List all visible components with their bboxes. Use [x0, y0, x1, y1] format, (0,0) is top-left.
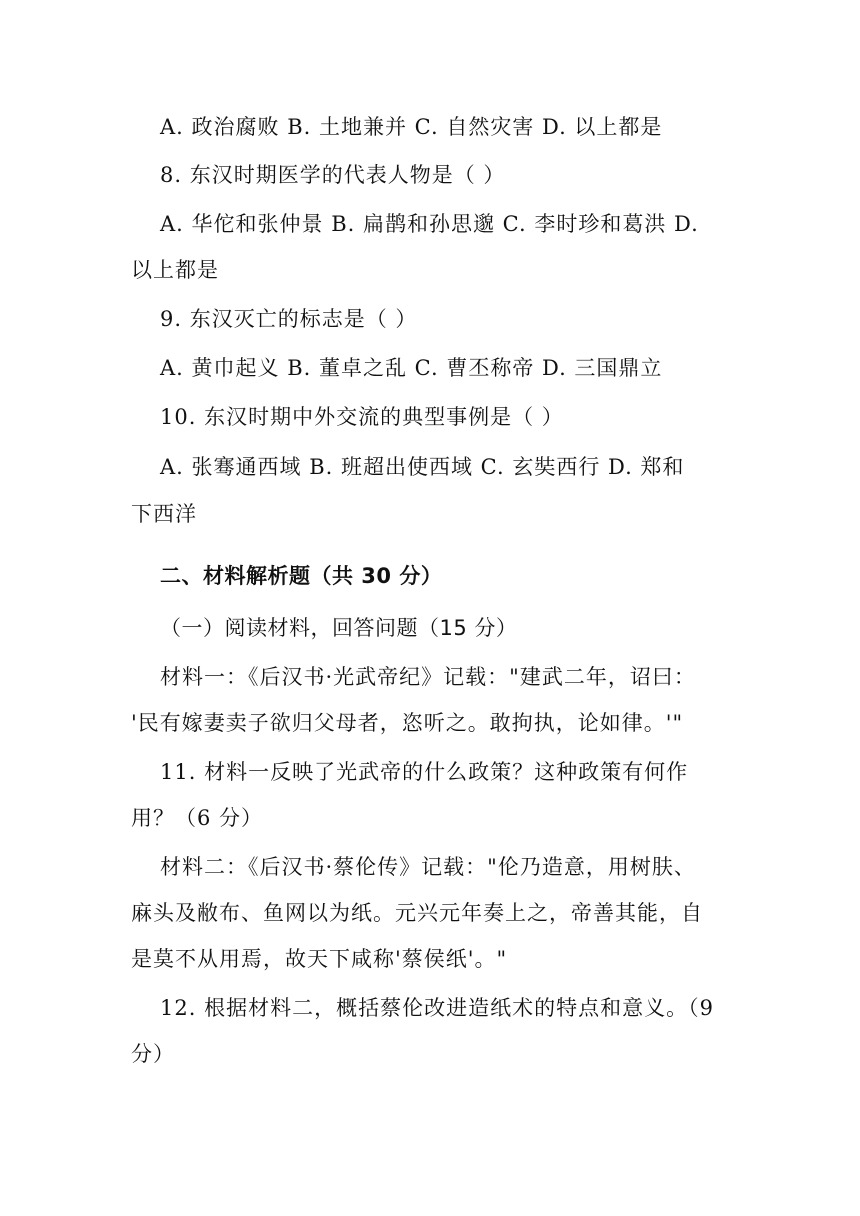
- section-heading: 二、材料解析题（共 30 分）: [160, 564, 443, 588]
- material2-line3: 是莫不从用焉，故天下咸称'蔡侯纸'。": [131, 947, 508, 971]
- q8-stem: 8. 东汉时期医学的代表人物是（ ）: [160, 163, 506, 187]
- q10-options-line2: 下西洋: [131, 502, 197, 526]
- q9-options: A. 黄巾起义 B. 董卓之乱 C. 曹丕称帝 D. 三国鼎立: [160, 356, 663, 380]
- q7-options: A. 政治腐败 B. 土地兼并 C. 自然灾害 D. 以上都是: [160, 115, 663, 139]
- q11-line1: 11. 材料一反映了光武帝的什么政策？这种政策有何作: [160, 760, 689, 784]
- q10-stem: 10. 东汉时期中外交流的典型事例是（ ）: [160, 405, 564, 429]
- q9-stem: 9. 东汉灭亡的标志是（ ）: [160, 307, 418, 331]
- q11-line2: 用？（6 分）: [131, 806, 264, 830]
- material1-line1: 材料一：《后汉书·光武帝纪》记载："建武二年，诏曰：: [160, 665, 696, 689]
- q12-line1: 12. 根据材料二，概括蔡伦改进造纸术的特点和意义。（9: [160, 996, 714, 1020]
- q8-options-line1: A. 华佗和张仲景 B. 扁鹊和孙思邈 C. 李时珍和葛洪 D.: [160, 212, 699, 236]
- q8-options-line2: 以上都是: [131, 258, 219, 282]
- q12-line2: 分）: [131, 1042, 175, 1066]
- q10-options-line1: A. 张骞通西域 B. 班超出使西域 C. 玄奘西行 D. 郑和: [160, 455, 685, 479]
- material1-line2: '民有嫁妻卖子欲归父母者，恣听之。敢拘执，论如律。'": [131, 711, 684, 735]
- material2-line1: 材料二：《后汉书·蔡伦传》记载："伦乃造意，用树肤、: [160, 855, 696, 879]
- material2-line2: 麻头及敝布、鱼网以为纸。元兴元年奏上之，帝善其能，自: [131, 901, 703, 925]
- subsection-heading: （一）阅读材料，回答问题（15 分）: [160, 616, 518, 640]
